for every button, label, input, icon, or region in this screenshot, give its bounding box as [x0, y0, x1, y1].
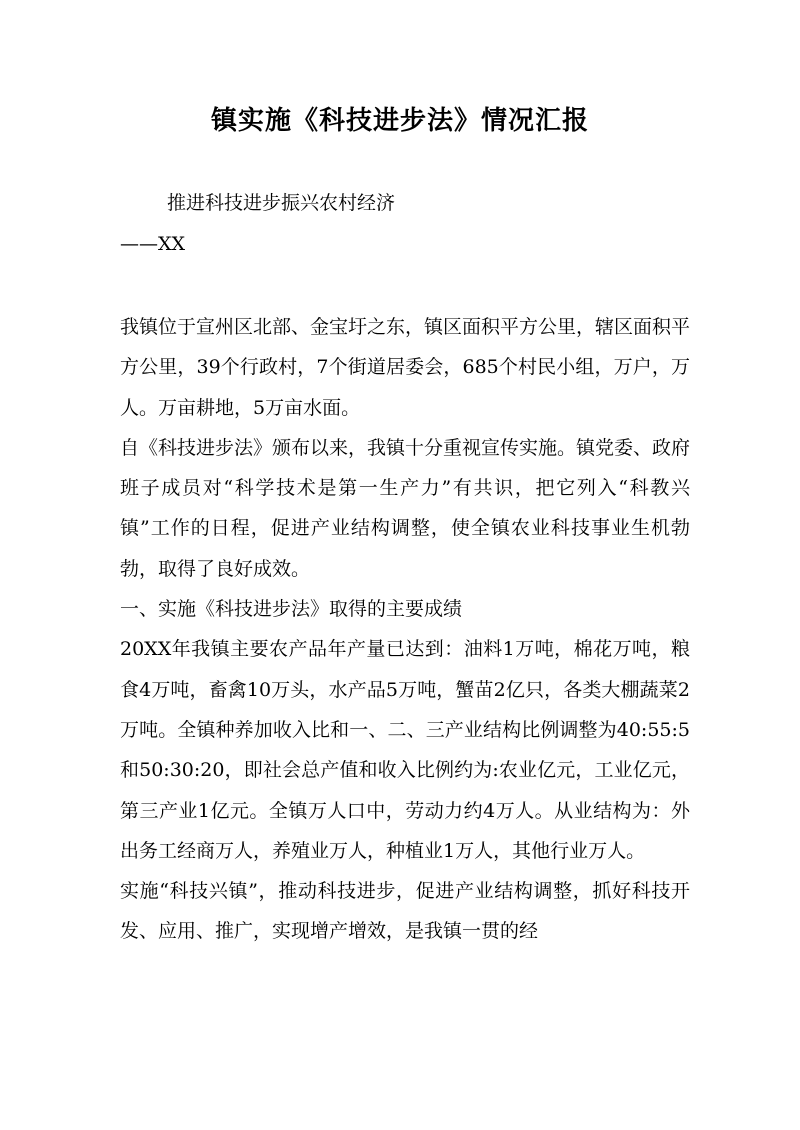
paragraph-intro: 我镇位于宣州区北部、金宝圩之东，镇区面积平方公里，辖区面积平方公里，39个行政村，7个街道居委会，685个村民小组，万户，万人。万亩耕地，5万亩水面。: [120, 316, 691, 419]
section-heading: 一、实施《科技进步法》取得的主要成绩: [120, 598, 463, 621]
document-author: ——XX: [120, 233, 186, 255]
document-subtitle: 推进科技进步振兴农村经济: [167, 192, 396, 214]
paragraph-publicity: 自《科技进步法》颁布以来，我镇十分重视宣传实施。镇党委、政府班子成员对“科学技术是第一生产力”有共识，把它列入“科教兴镇”工作的日程，促进产业结构调整，使全镇农业科技事业生机勃勃，取得了良好成效。: [120, 436, 691, 580]
document-body: [120, 307, 690, 952]
document-title: 镇实施《科技进步法》情况汇报: [210, 106, 589, 136]
paragraph-strategy: 实施“科技兴镇”，推动科技进步，促进产业结构调整，抓好科技开发、应用、推广，实现增产增效，是我镇一贯的经: [120, 880, 690, 943]
paragraph-output: 20XX年我镇主要农产品年产量已达到：油料1万吨，棉花万吨，粮食4万吨，畜禽10万头，水产品5万吨，蟹苗2亿只，各类大棚蔬菜2万吨。全镇种养加收入比和一、二、三产业结构比例调整为40:55:5和50:30:20，即社会总产值和收入比例约为:农业亿元，工业亿元，第三产业1亿元。全镇万人口中，劳动力约4万人。从业结构为：外出务工经商万人，养殖业万人，种植业1万人，其他行业万人。: [120, 638, 690, 862]
